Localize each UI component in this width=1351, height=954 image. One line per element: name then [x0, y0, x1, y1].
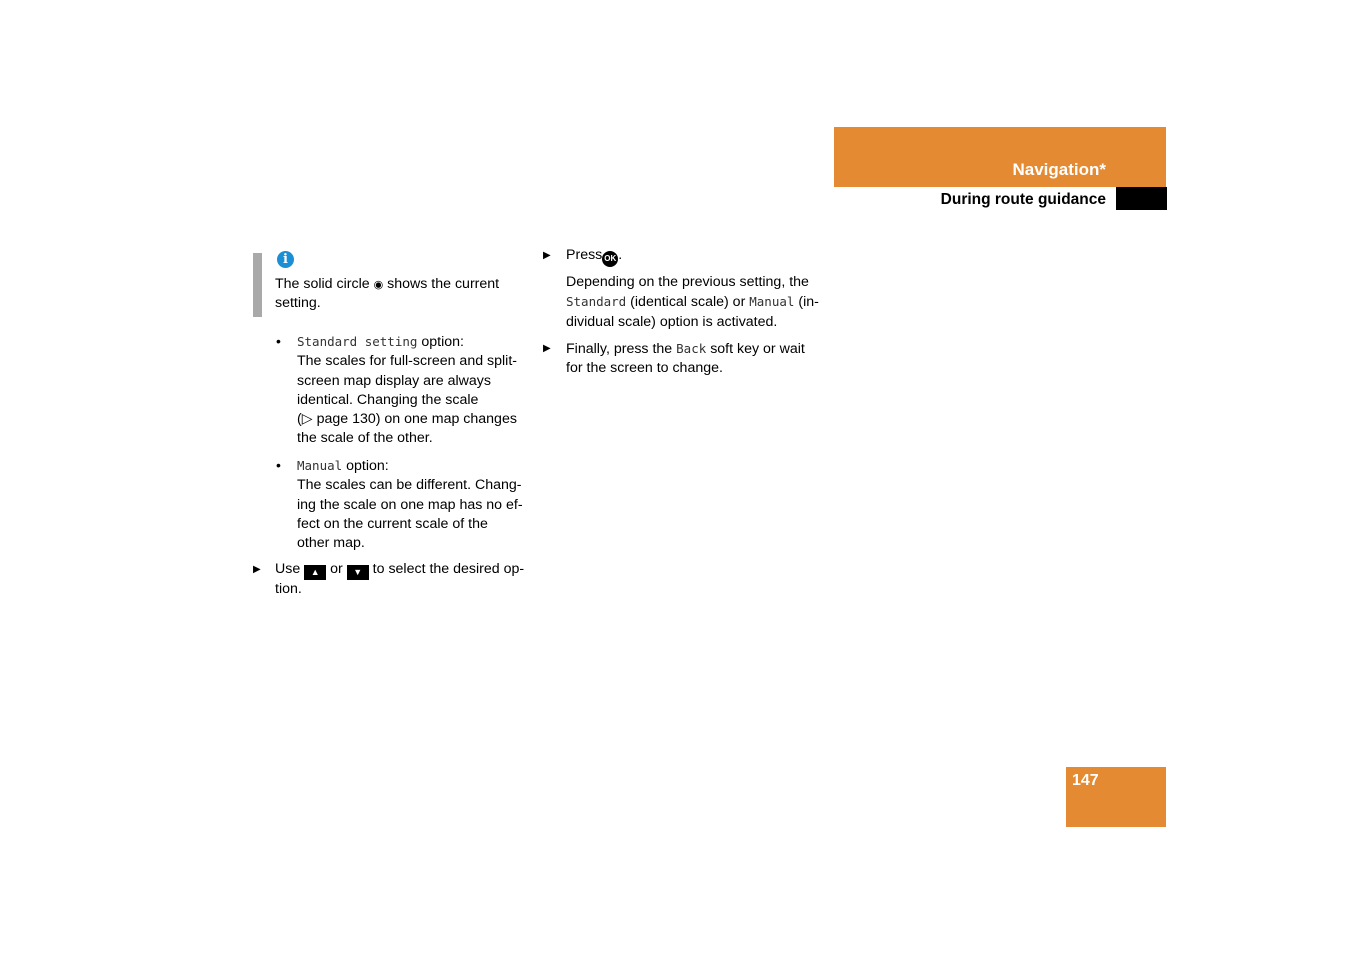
option-code: Manual	[297, 458, 343, 473]
soft-key-code: Back	[676, 341, 707, 356]
info-text-line-2: setting.	[275, 295, 321, 311]
step-press-back: Finally, press the Back soft key or wait for the screen to change.	[566, 341, 805, 377]
radio-selected-icon: ◉	[373, 279, 384, 291]
step-arrow-icon: ▶	[543, 250, 551, 261]
info-note-bar	[253, 253, 262, 317]
section-tab-marker	[1116, 187, 1167, 210]
bullet-icon: •	[276, 333, 281, 349]
subsection-title: During route guidance	[940, 191, 1106, 208]
info-icon: i	[277, 251, 294, 268]
option-code: Manual	[749, 294, 795, 310]
step-press-ok: Press OK .	[566, 246, 622, 267]
bullet-standard-setting: Standard setting option: The scales for full-screen and split- screen map display are always identical. Changing the scale (▷ page 130) on one map changes the scale of the other.	[297, 334, 517, 447]
scale-option-description: Depending on the previous setting, the Standard (identical scale) or Manual (in- dividual scale) option is activated.	[566, 274, 819, 330]
page-number: 147	[1072, 772, 1099, 789]
step-arrow-icon: ▶	[253, 564, 261, 575]
step-arrow-icon: ▶	[543, 343, 551, 354]
ok-button-icon: OK	[602, 251, 618, 267]
info-text-line-1: The solid circle ◉ shows the current	[275, 276, 500, 292]
bullet-manual: Manual option: The scales can be different. Chang- ing the scale on one map has no ef- fect on the current scale of the other map.	[297, 458, 523, 552]
section-title: Navigation*	[1012, 160, 1106, 179]
option-code: Standard setting	[297, 334, 418, 349]
up-arrow-key-icon: ▲	[304, 565, 326, 580]
bullet-icon: •	[276, 457, 281, 473]
option-code: Standard	[566, 294, 627, 310]
down-arrow-key-icon: ▼	[347, 565, 369, 580]
step-select-option: Use ▲ or ▼ to select the desired op- tion.	[275, 561, 525, 597]
